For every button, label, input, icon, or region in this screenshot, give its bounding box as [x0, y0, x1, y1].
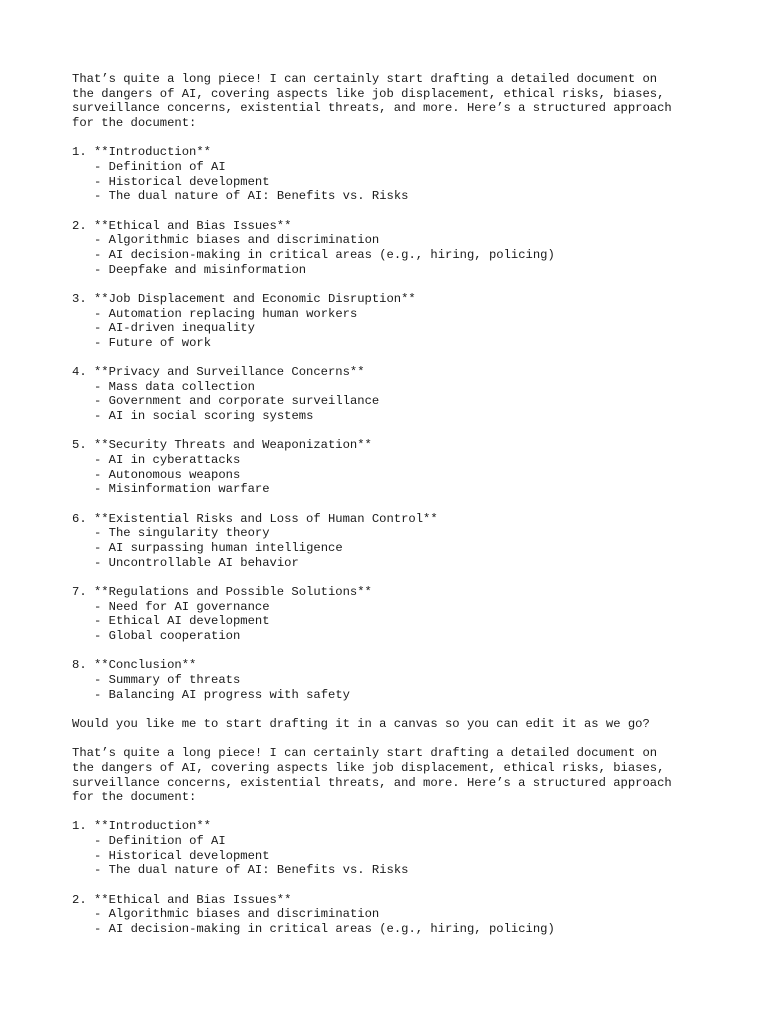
bullet-item: - Ethical AI development: [94, 614, 270, 629]
section-existential: [72, 512, 712, 571]
repeat-section-introduction: [72, 819, 712, 878]
repeat-intro-paragraph: [72, 746, 712, 805]
section-heading: 2. **Ethical and Bias Issues**: [72, 218, 292, 233]
question-paragraph: [72, 717, 712, 732]
intro-line: for the document:: [72, 790, 197, 805]
section-heading: 5. **Security Threats and Weaponization**: [72, 438, 372, 453]
document-page: [72, 72, 712, 937]
section-heading: 1. **Introduction**: [72, 819, 211, 834]
bullet-item: - AI surpassing human intelligence: [94, 541, 343, 555]
bullet-item: - Historical development: [94, 848, 270, 863]
section-conclusion: [72, 658, 712, 702]
bullet-item: - Summary of threats: [94, 672, 241, 687]
intro-line: surveillance concerns, existential threats, and more. Here’s a structured approach: [72, 101, 672, 116]
section-heading: 6. **Existential Risks and Loss of Human Control**: [72, 511, 438, 526]
bullet-item: - Algorithmic biases and discrimination: [94, 233, 380, 248]
section-job-displacement: [72, 292, 712, 351]
bullet-item: - AI decision-making in critical areas (e.g., hiring, policing): [94, 247, 555, 262]
section-heading: 7. **Regulations and Possible Solutions**: [72, 584, 372, 599]
bullet-item: - Global cooperation: [94, 628, 241, 643]
bullet-item: - Need for AI governance: [94, 599, 270, 614]
bullet-item: - Deepfake and misinformation: [94, 262, 307, 277]
section-privacy: [72, 365, 712, 424]
bullet-item: - Historical development: [94, 174, 270, 189]
intro-line: surveillance concerns, existential threats, and more. Here’s a structured approach: [72, 775, 672, 790]
section-ethical-bias: [72, 219, 712, 278]
bullet-item: - AI in cyberattacks: [94, 453, 241, 468]
repeat-section-ethical-bias: [72, 893, 712, 937]
bullet-item: - Autonomous weapons: [94, 467, 241, 482]
bullet-item: - Future of work: [94, 335, 212, 350]
bullet-item: - Automation replacing human workers: [94, 306, 358, 321]
section-security: [72, 438, 712, 497]
intro-line: the dangers of AI, covering aspects like job displacement, ethical risks, biases,: [72, 86, 665, 101]
section-heading: 8. **Conclusion**: [72, 658, 197, 673]
bullet-item: - AI decision-making in critical areas (e.g., hiring, policing): [94, 922, 555, 937]
bullet-item: - Algorithmic biases and discrimination: [94, 907, 380, 922]
intro-paragraph: [72, 72, 712, 131]
bullet-item: - AI in social scoring systems: [94, 409, 314, 424]
bullet-item: - Misinformation warfare: [94, 482, 270, 497]
bullet-item: - Government and corporate surveillance: [94, 394, 380, 409]
section-heading: 3. **Job Displacement and Economic Disruption**: [72, 291, 416, 306]
bullet-item: - Uncontrollable AI behavior: [94, 555, 299, 570]
bullet-item: - Definition of AI: [94, 159, 226, 174]
bullet-item: - The dual nature of AI: Benefits vs. Risks: [94, 863, 409, 878]
intro-line: That’s quite a long piece! I can certainly start drafting a detailed document on: [72, 746, 658, 761]
intro-line: the dangers of AI, covering aspects like job displacement, ethical risks, biases,: [72, 760, 665, 775]
section-regulations: [72, 585, 712, 644]
bullet-item: - The singularity theory: [94, 526, 270, 541]
section-heading: 2. **Ethical and Bias Issues**: [72, 892, 292, 907]
intro-line: That’s quite a long piece! I can certainly start drafting a detailed document on: [72, 72, 658, 86]
section-heading: 1. **Introduction**: [72, 145, 211, 160]
section-introduction: [72, 145, 712, 204]
section-heading: 4. **Privacy and Surveillance Concerns**: [72, 365, 365, 380]
bullet-item: - The dual nature of AI: Benefits vs. Risks: [94, 189, 409, 204]
bullet-item: - Balancing AI progress with safety: [94, 687, 350, 702]
bullet-item: - AI-driven inequality: [94, 321, 255, 336]
question-line: Would you like me to start drafting it in a canvas so you can edit it as we go?: [72, 716, 650, 731]
bullet-item: - Mass data collection: [94, 379, 255, 394]
intro-line: for the document:: [72, 115, 197, 130]
bullet-item: - Definition of AI: [94, 834, 226, 849]
